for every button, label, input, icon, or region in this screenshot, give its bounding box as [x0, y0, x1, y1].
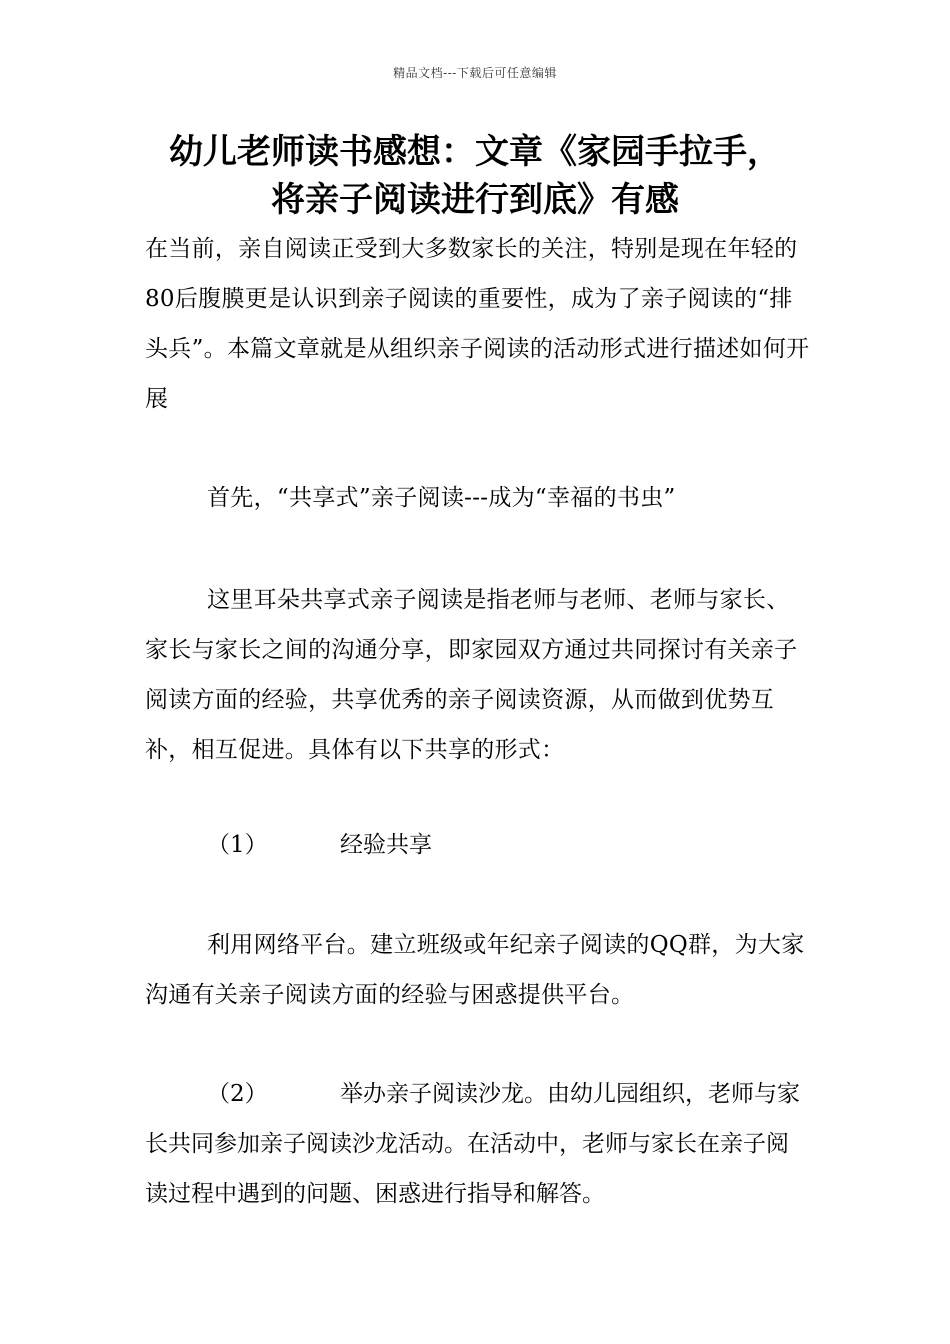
item-1-label: 经验共享: [340, 832, 432, 858]
title-line-2: 将亲子阅读进行到底》有感: [271, 180, 679, 220]
list-item-1: [145, 820, 810, 870]
item-1-paragraph: 利用网络平台。建立班级或年纪亲子阅读的QQ群，为大家沟通有关亲子阅读方面的经验与困惑提供平台。: [145, 932, 805, 1008]
document-title: [100, 128, 850, 224]
section-heading: 首先，“共享式”亲子阅读---成为“幸福的书虫”: [207, 485, 676, 511]
list-item-2: [145, 1069, 810, 1219]
item-2-number: （2）: [207, 1081, 268, 1107]
item-1-number: （1）: [207, 832, 268, 858]
section-paragraph: 这里耳朵共享式亲子阅读是指老师与老师、老师与家长、家长与家长之间的沟通分享，即家园双方通过共同探讨有关亲子阅读方面的经验，共享优秀的亲子阅读资源，从而做到优势互补，相互促进。具体有以下共享的形式：: [145, 587, 798, 763]
title-line-1: 幼儿老师读书感想：文章《家园手拉手，: [169, 132, 781, 172]
item-2-text: 举办亲子阅读沙龙。由幼儿园组织，老师与家长共同参加亲子阅读沙龙活动。在活动中，老师与家长在亲子阅读过程中遇到的问题、困惑进行指导和解答。: [145, 1081, 800, 1207]
intro-paragraph: 在当前，亲自阅读正受到大多数家长的关注，特别是现在年轻的80后腹膜更是认识到亲子阅读的重要性，成为了亲子阅读的“排头兵”。本篇文章就是从组织亲子阅读的活动形式进行描述如何开展: [145, 236, 810, 412]
header-note: 精品文档---下载后可任意编辑: [393, 66, 557, 80]
